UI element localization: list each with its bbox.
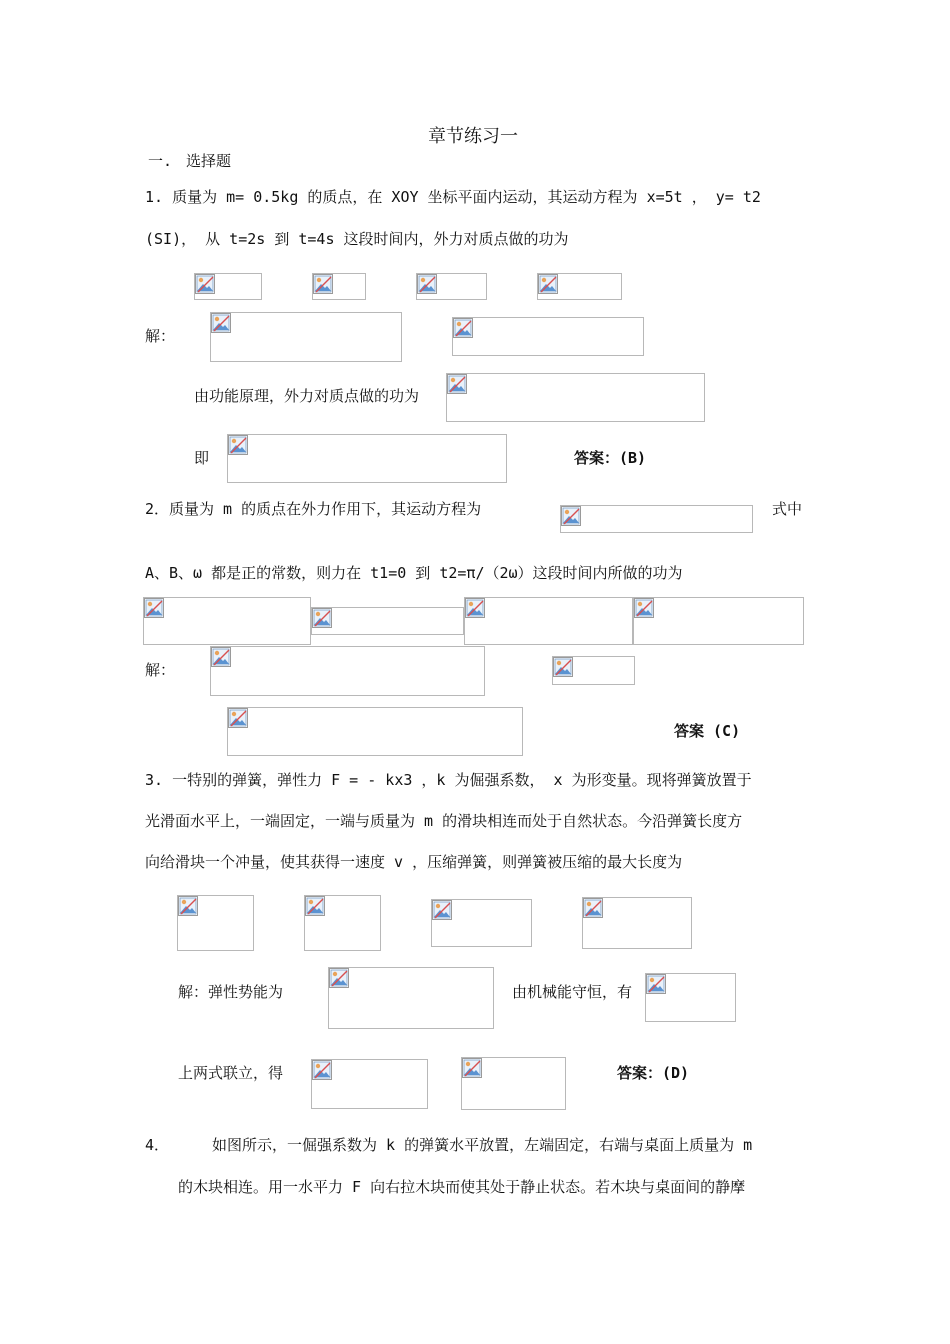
broken-image-icon <box>538 274 558 294</box>
broken-image-icon <box>553 657 573 677</box>
q1-option-c-image <box>416 273 487 300</box>
q3-answer: 答案：(D) <box>617 1064 690 1082</box>
q1-line1: 1. 质量为 m= 0.5kg 的质点，在 XOY 坐标平面内运动，其运动方程为 x=5t ， y= t2 <box>145 188 761 206</box>
q3-solution-text: 解：弹性势能为 <box>178 983 284 1001</box>
q2-solution-image-2 <box>552 656 635 685</box>
broken-image-icon <box>312 608 332 628</box>
q2-option-c-image <box>464 597 633 645</box>
q2-option-d-image <box>633 597 804 645</box>
q2-solution-image-1 <box>210 646 485 696</box>
q1-solution-label: 解： <box>145 327 176 345</box>
q3-option-c-image <box>431 899 532 947</box>
q1-result-image <box>227 434 507 483</box>
q3-combine-image-1 <box>311 1059 428 1109</box>
broken-image-icon <box>453 318 473 338</box>
broken-image-icon <box>417 274 437 294</box>
broken-image-icon <box>211 647 231 667</box>
q3-line1: 3. 一特别的弹簧，弹性力 F = - kx3 ，k 为倔强系数， x 为形变量。现将弹簧放置于 <box>145 771 752 789</box>
broken-image-icon <box>228 435 248 455</box>
broken-image-icon <box>432 900 452 920</box>
broken-image-icon <box>195 274 215 294</box>
q3-combine-text: 上两式联立，得 <box>178 1064 284 1082</box>
page-title: 章节练习一 <box>428 126 518 147</box>
broken-image-icon <box>211 313 231 333</box>
q4-number: 4． <box>145 1136 170 1154</box>
broken-image-icon <box>634 598 654 618</box>
broken-image-icon <box>329 968 349 988</box>
q3-option-d-image <box>582 897 692 949</box>
broken-image-icon <box>583 898 603 918</box>
q3-line3: 向给滑块一个冲量，使其获得一速度 v ，压缩弹簧，则弹簧被压缩的最大长度为 <box>145 853 683 871</box>
broken-image-icon <box>178 896 198 916</box>
q1-answer: 答案：(B) <box>574 449 647 467</box>
q3-option-b-image <box>304 895 381 951</box>
q3-potential-energy-image <box>328 967 494 1029</box>
broken-image-icon <box>462 1058 482 1078</box>
q4-line1: 如图所示，一倔强系数为 k 的弹簧水平放置，左端固定，右端与桌面上质量为 m <box>212 1136 753 1154</box>
q3-line2: 光滑面水平上，一端固定，一端与质量为 m 的滑块相连而处于自然状态。今沿弹簧长度方 <box>145 812 743 830</box>
q4-line2: 的木块相连。用一水平力 F 向右拉木块而使其处于静止状态。若木块与桌面间的静摩 <box>178 1178 746 1196</box>
q2-solution-image-3 <box>227 707 523 756</box>
q1-solution-image-1 <box>210 312 402 362</box>
q3-conservation-image <box>645 973 736 1022</box>
q2-motion-equation-image <box>560 505 753 533</box>
broken-image-icon <box>465 598 485 618</box>
broken-image-icon <box>228 708 248 728</box>
broken-image-icon <box>646 974 666 994</box>
q3-conservation-text: 由机械能守恒，有 <box>512 983 633 1001</box>
broken-image-icon <box>313 274 333 294</box>
broken-image-icon <box>447 374 467 394</box>
q1-solution-image-2 <box>452 317 644 356</box>
q1-line2: (SI)， 从 t=2s 到 t=4s 这段时间内，外力对质点做的功为 <box>145 230 569 248</box>
q2-line2: A、B、ω 都是正的常数，则力在 t1=0 到 t2=π/（2ω）这段时间内所做的功为 <box>145 564 683 582</box>
q2-line1: 2．质量为 m 的质点在外力作用下，其运动方程为 <box>145 500 482 518</box>
q1-option-b-image <box>312 273 366 300</box>
q3-combine-image-2 <box>461 1057 566 1110</box>
q1-option-a-image <box>194 273 262 300</box>
q2-option-b-image <box>311 607 464 635</box>
q2-solution-label: 解： <box>145 661 176 679</box>
q2-line1-end: 式中 <box>772 500 803 518</box>
q1-ji-text: 即 <box>194 449 210 467</box>
q1-principle-text: 由功能原理，外力对质点做的功为 <box>194 387 420 405</box>
q3-option-a-image <box>177 895 254 951</box>
q1-option-d-image <box>537 273 622 300</box>
q1-work-formula-image <box>446 373 705 422</box>
q2-option-a-image <box>143 597 311 645</box>
section-label: 选择题 <box>186 152 232 170</box>
broken-image-icon <box>312 1060 332 1080</box>
section-number: 一. <box>148 152 173 170</box>
q2-answer: 答案 (C) <box>674 722 741 740</box>
broken-image-icon <box>561 506 581 526</box>
broken-image-icon <box>144 598 164 618</box>
broken-image-icon <box>305 896 325 916</box>
